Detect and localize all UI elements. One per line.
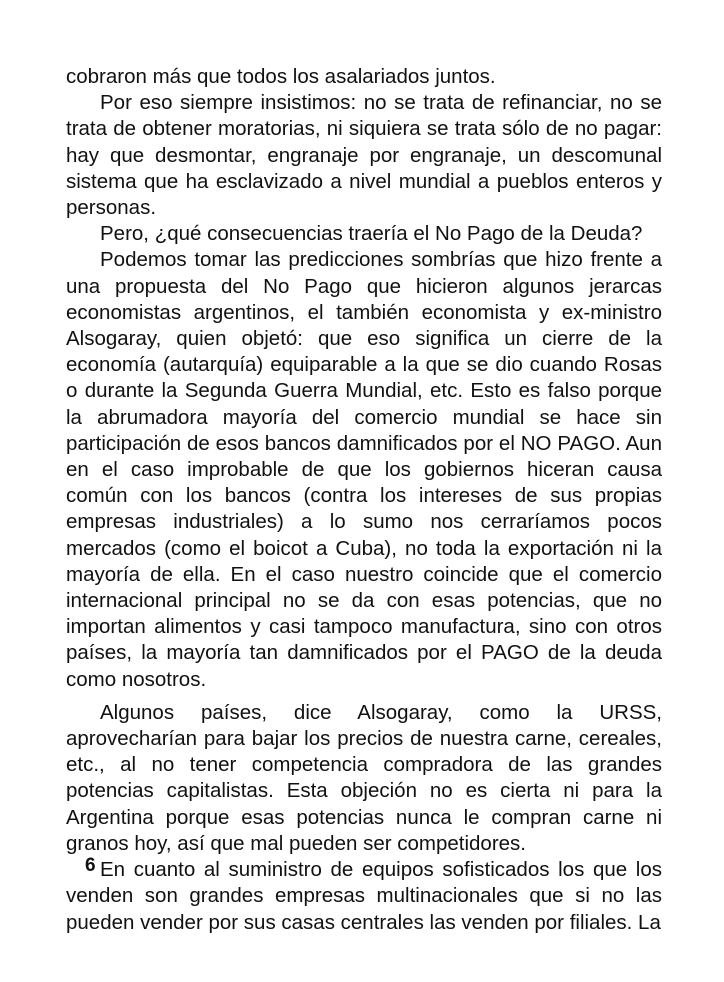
page-body [66,64,662,936]
paragraph-alsogaray-objection: Podemos tomar las predicciones sombrías que hizo frente a una propuesta del No Pago que hicieron algunos jerarcas economistas argentinos, el también economista y ex-ministro Alsogaray, quien objetó: que eso significa un cierre de la economía (autarquía) equiparable a la que se dio cuando Rosas o durante la Segunda Guerra Mundial, etc. Esto es falso porque la abrumadora mayoría del comercio mundial se hace sin participación de esos bancos damnificados por el NO PAGO. Aun en el caso improbable de que los gobiernos hiceran causa común con los bancos (contra los intereses de sus propias empresas industriales) a lo sumo nos cerraríamos pocos mercados (como el boicot a Cuba), no toda la exportación ni la mayoría de ella. En el caso nuestro coincide que el comercio internacional principal no se da con esas potencias, que no importan alimentos y casi tampoco manufactura, sino con otros países, la mayoría tan damnificados por el PAGO de la deuda como nosotros. [66,248,662,691]
paragraph-refinance: Por eso siempre insistimos: no se trata de refinanciar, no se trata de obtener moratorias, ni siquiera se trata sólo de no pagar: hay que desmontar, engranaje por engranaje, un descomunal sistema que ha esclavizado a nivel mundial a pueblos enteros y personas. [66,91,662,220]
paragraph-continuation: cobraron más que todos los asalariados juntos. [66,65,496,88]
paragraph-equipment: En cuanto al suministro de equipos sofisticados los que los venden son grandes empresas multinacionales que si no las pueden vender por sus casas centrales las venden por filiales. La [66,858,662,934]
paragraph-question: Pero, ¿qué consecuencias traería el No Pago de la Deuda? [100,222,643,246]
paragraph-urss: Algunos países, dice Alsogaray, como la URSS, aprovecharían para bajar los precios de nuestra carne, cereales, etc., al no tener competencia compradora de las grandes potencias capitalistas. Esta objeción no es cierta ni para la Argentina porque esas potencias nunca le compran carne ni granos hoy, así que mal pueden ser competidores. [66,700,662,855]
page-number: 6 [85,855,96,876]
